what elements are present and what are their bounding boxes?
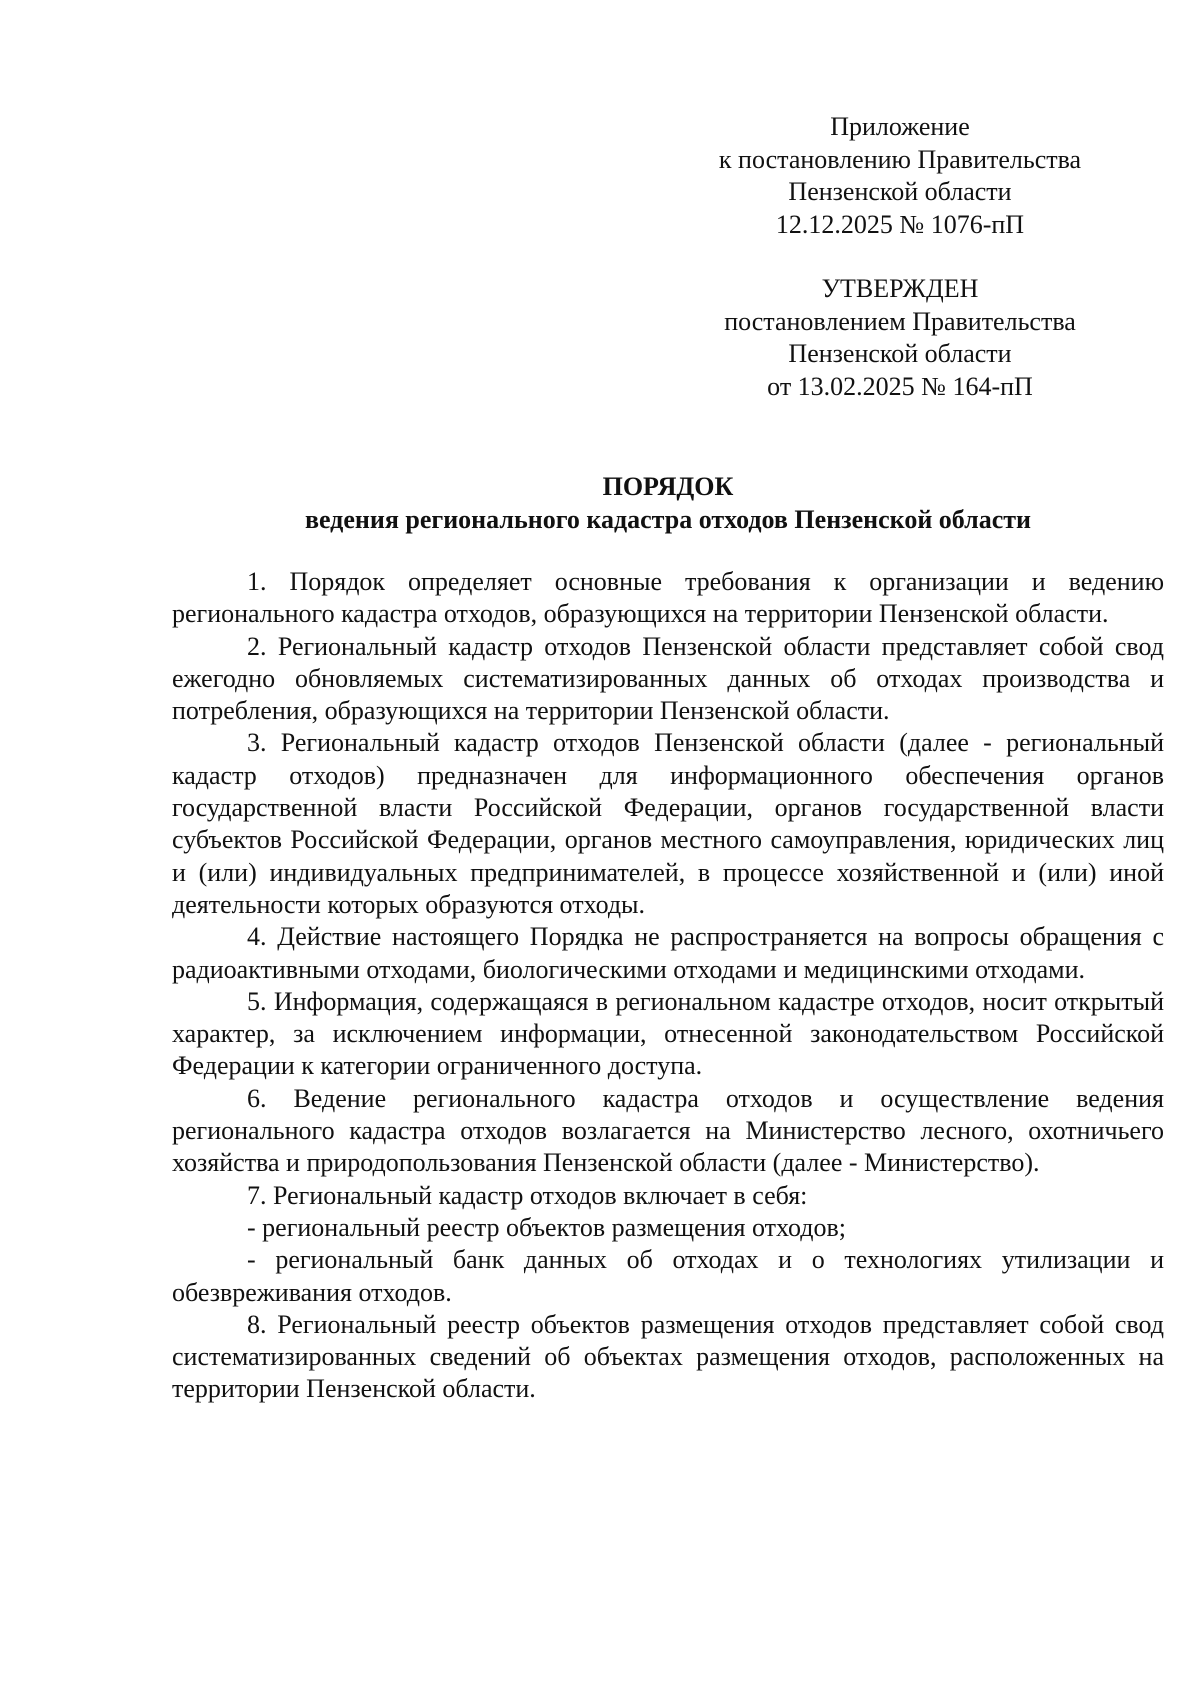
- document-subtitle: ведения регионального кадастра отходов Пензенской области: [304, 505, 1032, 534]
- document-title: ПОРЯДОК: [602, 472, 734, 501]
- paragraph: 1. Порядок определяет основные требования к организации и ведению регионального кадастра отходов, образующихся на территории Пензенской области.: [172, 567, 1164, 629]
- appendix-line: к постановлению Правительства: [718, 144, 1082, 174]
- paragraph: 3. Региональный кадастр отходов Пензенской области (далее - региональный кадастр отходов) предназначен для информационного обеспечения органов государственной власти Российской Федерации, органов государственной власти субъектов Российской Федерации, органов местного самоуправления, юридических лиц и (или) индивидуальных предпринимателей, в процессе хозяйственной и (или) иной деятельности которых образуются отходы.: [172, 728, 1164, 919]
- paragraph: 2. Региональный кадастр отходов Пензенской области представляет собой свод ежегодно обновляемых систематизированных данных об отходах производства и потребления, образующихся на территории Пензенской области.: [172, 631, 1164, 726]
- approval-date-number: от 13.02.2025 № 164-пП: [767, 371, 1033, 401]
- appendix-line: Приложение: [830, 112, 970, 141]
- paragraph: 8. Региональный реестр объектов размещения отходов представляет собой свод систематизированных сведений об объектах размещения отходов, расположенных на территории Пензенской области.: [172, 1309, 1164, 1404]
- approval-line: постановлением Правительства: [724, 306, 1076, 336]
- list-item: - региональный реестр объектов размещения отходов;: [247, 1212, 846, 1242]
- appendix-header: [700, 111, 1100, 241]
- paragraph: 6. Ведение регионального кадастра отходов и осуществление ведения регионального кадастра отходов возлагается на Министерство лесного, охотничьего хозяйства и природопользования Пензенской области (далее - Министерство).: [172, 1083, 1164, 1178]
- list-item: - региональный банк данных об отходах и о технологиях утилизации и обезвреживания отходов.: [172, 1245, 1164, 1307]
- approval-line: Пензенской области: [788, 339, 1012, 368]
- paragraph: 5. Информация, содержащаяся в региональном кадастре отходов, носит открытый характер, за исключением информации, отнесенной законодательством Российской Федерации к категории ограниченного доступа.: [172, 986, 1164, 1081]
- appendix-date-number: 12.12.2025 № 1076-пП: [775, 209, 1025, 239]
- approval-line: УТВЕРЖДЕН: [821, 274, 979, 303]
- approval-header: [700, 273, 1100, 403]
- paragraph: 7. Региональный кадастр отходов включает в себя:: [247, 1180, 808, 1210]
- document-body: [172, 566, 1164, 1406]
- paragraph: 4. Действие настоящего Порядка не распространяется на вопросы обращения с радиоактивными отходами, биологическими отходами и медицинскими отходами.: [172, 922, 1164, 984]
- document-heading: [172, 470, 1164, 536]
- appendix-line: Пензенской области: [788, 177, 1012, 206]
